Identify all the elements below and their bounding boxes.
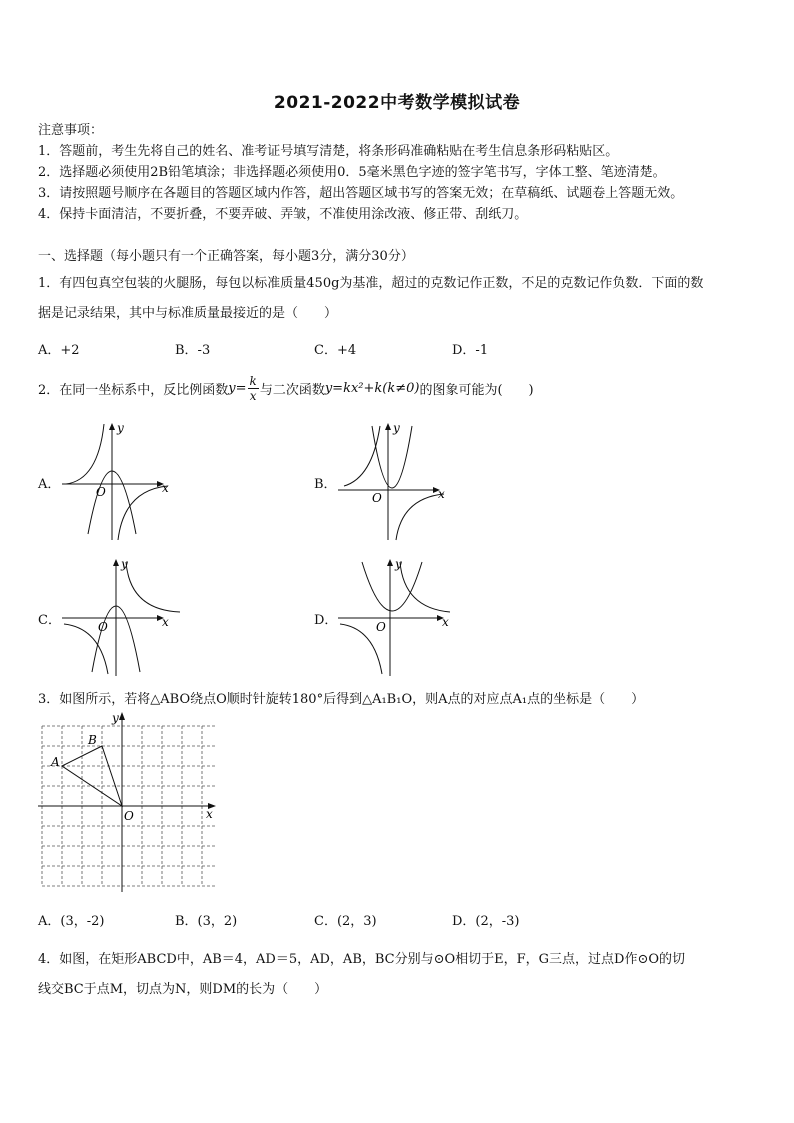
axis-x-label: x (438, 487, 445, 501)
origin-label: O (124, 809, 134, 823)
q2-prefix: 2．在同一坐标系中，反比例函数 (38, 382, 229, 398)
notes-heading: 注意事项： (38, 123, 104, 138)
point-b-label: B (88, 733, 97, 747)
origin-label: O (376, 620, 386, 634)
q3-grid-figure (38, 708, 220, 892)
q2-option-d-label[interactable]: D． (314, 613, 338, 628)
q2-graph-b[interactable] (336, 420, 448, 542)
q1-option-d[interactable]: D．-1 (452, 343, 489, 358)
q3-option-b[interactable]: B．(3，2) (175, 914, 238, 929)
q2-option-a-label[interactable]: A． (38, 477, 61, 492)
q2-fraction (248, 374, 259, 403)
q2-graph-d[interactable] (336, 556, 454, 678)
q2-frac-num: k (249, 373, 257, 388)
axis-y-label: y (121, 557, 128, 571)
notes-block (38, 120, 768, 225)
q2-option-c-label[interactable]: C． (38, 613, 61, 628)
q4-line2: 线交BC于点M，切点为N，则DM的长为（ ） (38, 982, 328, 997)
axis-x-label: x (162, 481, 169, 495)
q3-stem: 3．如图所示，若将△ABO绕点O顺时针旋转180°后得到△A₁B₁O，则A点的对应点A₁点的坐标是（ ） (38, 692, 645, 707)
q2-graph-a[interactable] (60, 420, 172, 542)
q2-suffix: 的图象可能为( ) (419, 382, 534, 398)
axis-y-label: y (395, 557, 402, 571)
q3-option-c[interactable]: C．(2，3) (314, 914, 377, 929)
point-a-label: A (51, 755, 60, 769)
q2-stem (38, 370, 534, 406)
q2-middle: 与二次函数 (259, 382, 325, 398)
q1-line2: 据是记录结果，其中与标准质量最接近的是（ ） (38, 306, 338, 321)
q2-graph-c[interactable] (60, 556, 184, 678)
q1-option-a[interactable]: A．+2 (38, 343, 80, 358)
axis-x-label: x (206, 807, 213, 821)
note-item: 3．请按照题号顺序在各题目的答题区域内作答，超出答题区域书写的答案无效；在草稿纸、试题卷上答题无效。 (38, 186, 684, 201)
q2-option-b-label[interactable]: B． (314, 477, 337, 492)
triangle-abo (62, 746, 122, 806)
section-heading: 一、选择题（每小题只有一个正确答案，每小题3分，满分30分） (38, 249, 414, 264)
q2-y-eq: y= (228, 380, 247, 396)
q1-line1: 1．有四包真空包装的火腿肠，每包以标准质量450g为基准，超过的克数记作正数，不足的克数记作负数．下面的数 (38, 276, 704, 291)
note-item: 4．保持卡面清洁，不要折叠，不要弄破、弄皱，不准使用涂改液、修正带、刮纸刀。 (38, 207, 528, 222)
q4-line1: 4．如图，在矩形ABCD中，AB＝4，AD＝5，AD，AB，BC分别与⊙O相切于E，F，G三点，过点D作⊙O的切 (38, 952, 686, 967)
page-title: 2021-2022中考数学模拟试卷 (273, 93, 521, 113)
q2-frac-den: x (249, 388, 257, 403)
note-item: 2．选择题必须使用2B铅笔填涂；非选择题必须使用0．5毫米黑色字迹的签字笔书写，字体工整、笔迹清楚。 (38, 165, 666, 180)
axis-y-label: y (393, 421, 400, 435)
origin-label: O (98, 620, 108, 634)
note-item: 1．答题前，考生先将自己的姓名、准考证号填写清楚，将条形码准确粘贴在考生信息条形码粘贴区。 (38, 144, 619, 159)
q2-quadratic: y=kx²+k(k≠0) (324, 380, 420, 396)
origin-label: O (372, 491, 382, 505)
axis-y-label: y (112, 711, 119, 725)
q3-option-a[interactable]: A．(3，-2) (38, 914, 105, 929)
q1-option-b[interactable]: B．-3 (175, 343, 211, 358)
axis-y-label: y (117, 421, 124, 435)
origin-label: O (96, 485, 106, 499)
axis-x-label: x (162, 615, 169, 629)
q3-option-d[interactable]: D．(2，-3) (452, 914, 520, 929)
q1-option-c[interactable]: C．+4 (314, 343, 357, 358)
axis-x-label: x (442, 615, 449, 629)
